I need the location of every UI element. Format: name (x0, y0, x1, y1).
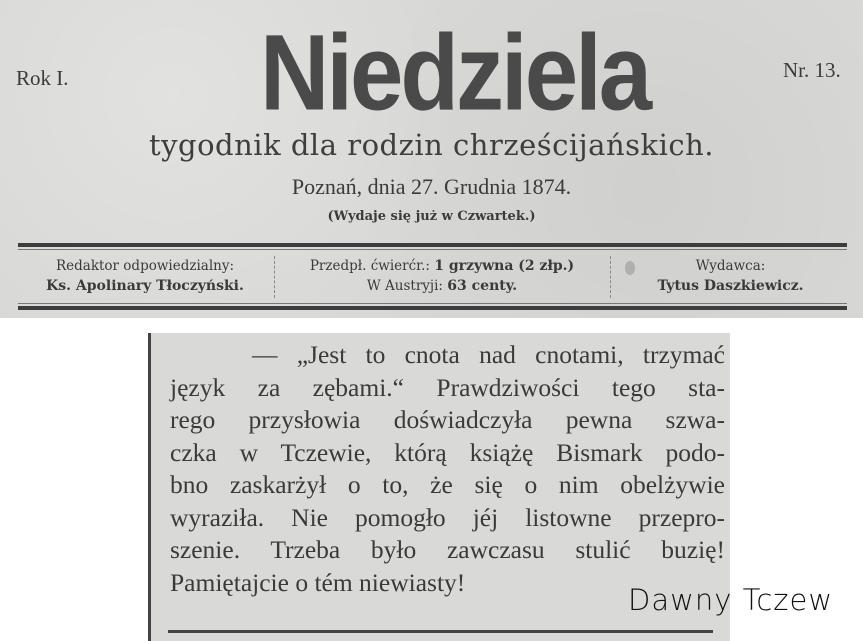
article-line: język za zębami.“ Prawdziwości tego sta- (170, 372, 725, 402)
publisher-name: Tytus Daszkiewicz. (657, 278, 804, 294)
article-line: wyraziła. Nie pomogło jéj listowne przepro- (170, 502, 725, 532)
editor-label: Redaktor odpowiedzialny: (55, 258, 235, 274)
rule-thin-top (18, 249, 847, 250)
article-line: czka w Tczewie, którą książę Bismark podo- (170, 437, 725, 467)
editor-name: Ks. Apolinary Tłoczyński. (46, 278, 244, 294)
subscription-block (276, 256, 608, 296)
newspaper-title: Niedziela (260, 13, 650, 134)
publisher-label: Wydawca: (695, 258, 766, 274)
rule-thick-top (18, 243, 847, 247)
column-rule-left (148, 333, 151, 641)
subscription-line-1-label: Przedpł. ćwierćr.: (309, 258, 430, 274)
masthead-info-row (18, 252, 847, 302)
rule-thick-bottom (18, 306, 847, 310)
article-line: szenie. Trzeba było zawczasu stulić buzię! (170, 535, 725, 564)
newspaper-subtitle: tygodnik dla rodzin chrześcijańskich. (149, 128, 714, 162)
subscription-line-1 (276, 256, 608, 276)
article-line: — „Jest to cnota nad cnotami, trzymać (252, 340, 725, 369)
article-line: bno zaskarżył o to, że się o nim obelżywie (170, 470, 725, 499)
subscription-line-2 (276, 276, 608, 296)
subscription-line-2-label: W Austryji: (366, 278, 443, 294)
editor-block (18, 256, 272, 296)
watermark: Dawny Tczew (628, 583, 834, 617)
issue-number: Nr. 13. (783, 58, 841, 82)
subscription-line-2-value: 63 centy. (447, 278, 518, 294)
article-end-rule (168, 630, 713, 633)
dateline: Poznań, dnia 27. Grudnia 1874. (291, 174, 572, 199)
rule-thin-bottom (18, 303, 847, 304)
publisher-block (614, 256, 847, 296)
article-body (170, 339, 725, 599)
issue-note: (Wydaje się już w Czwartek.) (327, 209, 536, 224)
ink-smudge (625, 261, 635, 275)
article-line: Pamiętajcie o tém niewiasty! (170, 567, 466, 597)
volume-label: Rok I. (16, 66, 69, 90)
subscription-line-1-value: 1 grzywna (2 złp.) (434, 258, 575, 274)
newspaper-masthead (0, 0, 863, 318)
article-line: rego przysłowia doświadczyła pewna szwa- (170, 405, 725, 434)
